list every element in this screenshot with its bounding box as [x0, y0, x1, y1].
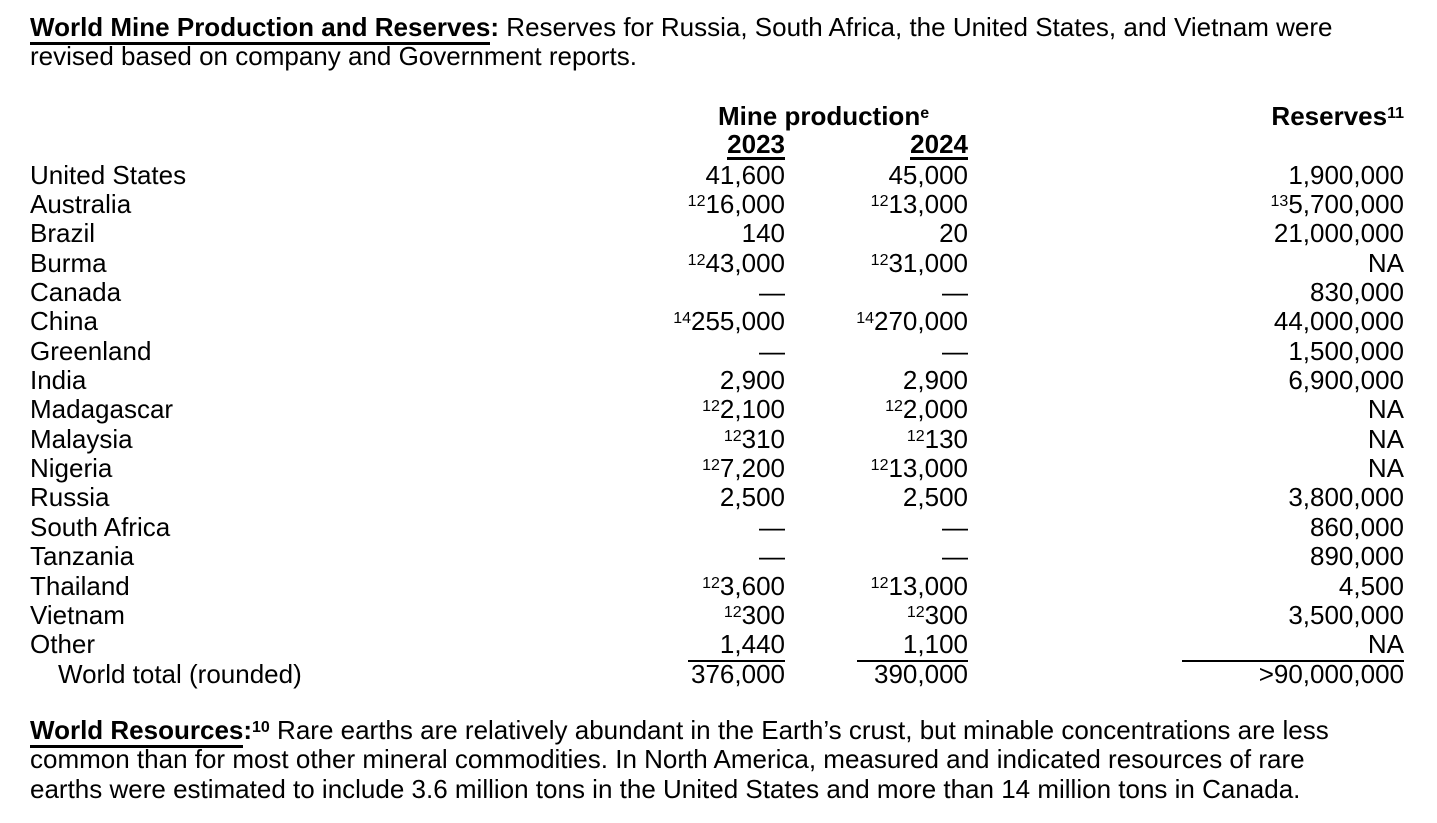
- reserves-value: 21,000,000: [1273, 218, 1404, 249]
- footnote-marker: 13: [1270, 193, 1289, 211]
- reserves-footnote: 11: [1387, 105, 1404, 122]
- production-2024-value: $^{12}$13,000: [870, 453, 968, 484]
- year-2024-header: 2024: [910, 129, 968, 160]
- production-2024-value: $^{12}$13,000: [870, 189, 968, 220]
- table-row: [30, 219, 1404, 248]
- table-row: [30, 307, 1404, 336]
- footnote-marker: 12: [702, 457, 720, 475]
- footnote-marker: 12: [870, 193, 889, 211]
- reserves-header: Reserves$^{11}$: [1271, 101, 1404, 131]
- table-row: [30, 190, 1404, 219]
- table-header-row-2: [30, 131, 1404, 160]
- reserves-value: 44,000,000: [1273, 306, 1404, 337]
- footnote-marker: 12: [906, 603, 925, 621]
- production-2023-value: 376,000: [691, 658, 785, 689]
- year-2023-header: 2023: [727, 129, 785, 160]
- production-2023-value: —: [759, 277, 785, 308]
- production-2023-value: $^{12}$310: [723, 423, 785, 454]
- production-2023-value: $^{12}$43,000: [687, 247, 785, 278]
- production-reserves-table: [30, 102, 1404, 689]
- reserves-value: 3,500,000: [1288, 599, 1404, 630]
- table-row: [30, 660, 1404, 689]
- table-header-row-1: [30, 102, 1404, 131]
- country-label: Brazil: [30, 218, 96, 249]
- table-row: [30, 483, 1404, 512]
- country-label: South Africa: [30, 511, 171, 542]
- production-2023-value: $^{14}$255,000: [673, 306, 785, 337]
- footnote-marker: 12: [885, 398, 903, 416]
- footnote-marker: 14: [856, 310, 875, 328]
- reserves-value: 4,500: [1338, 570, 1404, 601]
- table-row: [30, 601, 1404, 630]
- reserves-value: >90,000,000: [1258, 658, 1404, 689]
- reserves-value: 3,800,000: [1288, 482, 1404, 513]
- country-label: Nigeria: [30, 453, 113, 484]
- production-2024-value: 2,900: [902, 365, 968, 396]
- footnote-marker: 12: [687, 251, 706, 269]
- production-2024-value: —: [942, 277, 968, 308]
- country-label: Tanzania: [30, 541, 135, 572]
- reserves-value: 1,500,000: [1288, 335, 1404, 366]
- mine-production-header: Mine production$^e$: [718, 101, 930, 131]
- production-2023-value: $^{12}$300: [723, 599, 785, 630]
- table-row: [30, 395, 1404, 424]
- resources-heading: World Resources: [30, 715, 243, 748]
- table-row: [30, 513, 1404, 542]
- resources-line-1: [30, 716, 1329, 745]
- resources-line-3: earths were estimated to include 3.6 million tons in the United States and more than 14 million tons in Canada.: [30, 773, 1301, 804]
- production-2023-value: —: [759, 335, 785, 366]
- reserves-value: NA: [1367, 247, 1404, 278]
- production-2023-value: 41,600: [705, 159, 785, 190]
- resources-paragraph: [30, 716, 1329, 804]
- intro-paragraph: [30, 13, 1332, 72]
- footnote-marker: 12: [723, 427, 742, 445]
- reserves-value: 890,000: [1310, 541, 1404, 572]
- production-2023-value: $^{12}$3,600: [702, 570, 785, 601]
- intro-line-1: [30, 13, 1332, 42]
- intro-heading-colon: :: [490, 12, 500, 42]
- country-label: Greenland: [30, 335, 152, 366]
- country-label: Malaysia: [30, 423, 133, 454]
- footnote-marker: 12: [870, 574, 889, 592]
- reserves-value: $^{13}$5,700,000: [1270, 189, 1404, 220]
- country-label: China: [30, 306, 98, 337]
- country-label: Thailand: [30, 570, 130, 601]
- table-row: [30, 630, 1404, 659]
- footnote-marker: 12: [906, 427, 925, 445]
- production-2024-value: $^{12}$130: [906, 423, 968, 454]
- production-table-body: [30, 161, 1404, 689]
- country-label: Canada: [30, 277, 122, 308]
- table-row: [30, 572, 1404, 601]
- footnote-marker: 12: [702, 398, 720, 416]
- country-label: Australia: [30, 189, 132, 220]
- intro-heading: World Mine Production and Reserves: [30, 12, 490, 45]
- table-row: [30, 249, 1404, 278]
- table-row: [30, 425, 1404, 454]
- footnote-marker: 12: [870, 251, 889, 269]
- production-2024-value: 390,000: [874, 658, 968, 689]
- intro-text: Reserves for Russia, South Africa, the United States, and Vietnam were: [499, 12, 1333, 42]
- reserves-value: NA: [1367, 394, 1404, 425]
- reserves-value: 1,900,000: [1288, 159, 1404, 190]
- production-2023-value: 2,900: [719, 365, 785, 396]
- production-2024-value: $^{14}$270,000: [856, 306, 968, 337]
- reserves-value: 830,000: [1310, 277, 1404, 308]
- resources-footnote: 10: [252, 719, 270, 736]
- reserves-value: NA: [968, 630, 1404, 661]
- reserves-value: NA: [1367, 453, 1404, 484]
- country-label: Madagascar: [30, 394, 174, 425]
- production-2024-value: $^{12}$31,000: [870, 247, 968, 278]
- production-2024-value: $^{12}$2,000: [885, 394, 968, 425]
- intro-line-2: revised based on company and Government reports.: [30, 41, 638, 72]
- country-label: United States: [30, 159, 187, 190]
- reserves-value: NA: [1367, 423, 1404, 454]
- country-label: Vietnam: [30, 599, 125, 630]
- production-2023-value: —: [759, 511, 785, 542]
- production-2024-value: —: [942, 511, 968, 542]
- production-2023-value: 1,440: [630, 630, 785, 661]
- resources-line-2: common than for most other mineral commodities. In North America, measured and indicated resources of rare: [30, 744, 1305, 775]
- footnote-marker: 12: [702, 574, 720, 592]
- footnote-marker: 12: [723, 603, 742, 621]
- country-label: Burma: [30, 247, 107, 278]
- production-2024-value: $^{12}$13,000: [870, 570, 968, 601]
- resources-text: Rare earths are relatively abundant in the Earth’s crust, but minable concentrations are less: [269, 715, 1329, 745]
- production-2023-value: 140: [741, 218, 785, 249]
- production-2023-value: $^{12}$2,100: [702, 394, 785, 425]
- production-2024-value: 2,500: [902, 482, 968, 513]
- table-row: [30, 161, 1404, 190]
- production-2024-value: $^{12}$300: [906, 599, 968, 630]
- production-2024-value: 45,000: [888, 159, 968, 190]
- reserves-value: 6,900,000: [1288, 365, 1404, 396]
- country-label: India: [30, 365, 87, 396]
- table-row: [30, 454, 1404, 483]
- table-row: [30, 542, 1404, 571]
- production-2023-value: 2,500: [719, 482, 785, 513]
- production-2023-value: $^{12}$7,200: [702, 453, 785, 484]
- resources-heading-colon: :: [243, 715, 253, 745]
- table-row: [30, 278, 1404, 307]
- footnote-marker: 12: [870, 457, 889, 475]
- production-2024-value: 1,100: [785, 630, 968, 661]
- table-row: [30, 366, 1404, 395]
- mine-production-footnote: e: [920, 105, 930, 122]
- country-label: Russia: [30, 482, 110, 513]
- production-2023-value: $^{12}$16,000: [687, 189, 785, 220]
- country-label: Other: [30, 629, 96, 660]
- footnote-marker: 12: [687, 193, 706, 211]
- reserves-value: 860,000: [1310, 511, 1404, 542]
- footnote-marker: 14: [673, 310, 692, 328]
- country-label: World total (rounded): [58, 658, 302, 689]
- production-2024-value: —: [942, 335, 968, 366]
- production-2024-value: —: [942, 541, 968, 572]
- production-2023-value: —: [759, 541, 785, 572]
- table-row: [30, 337, 1404, 366]
- production-2024-value: 20: [939, 218, 968, 249]
